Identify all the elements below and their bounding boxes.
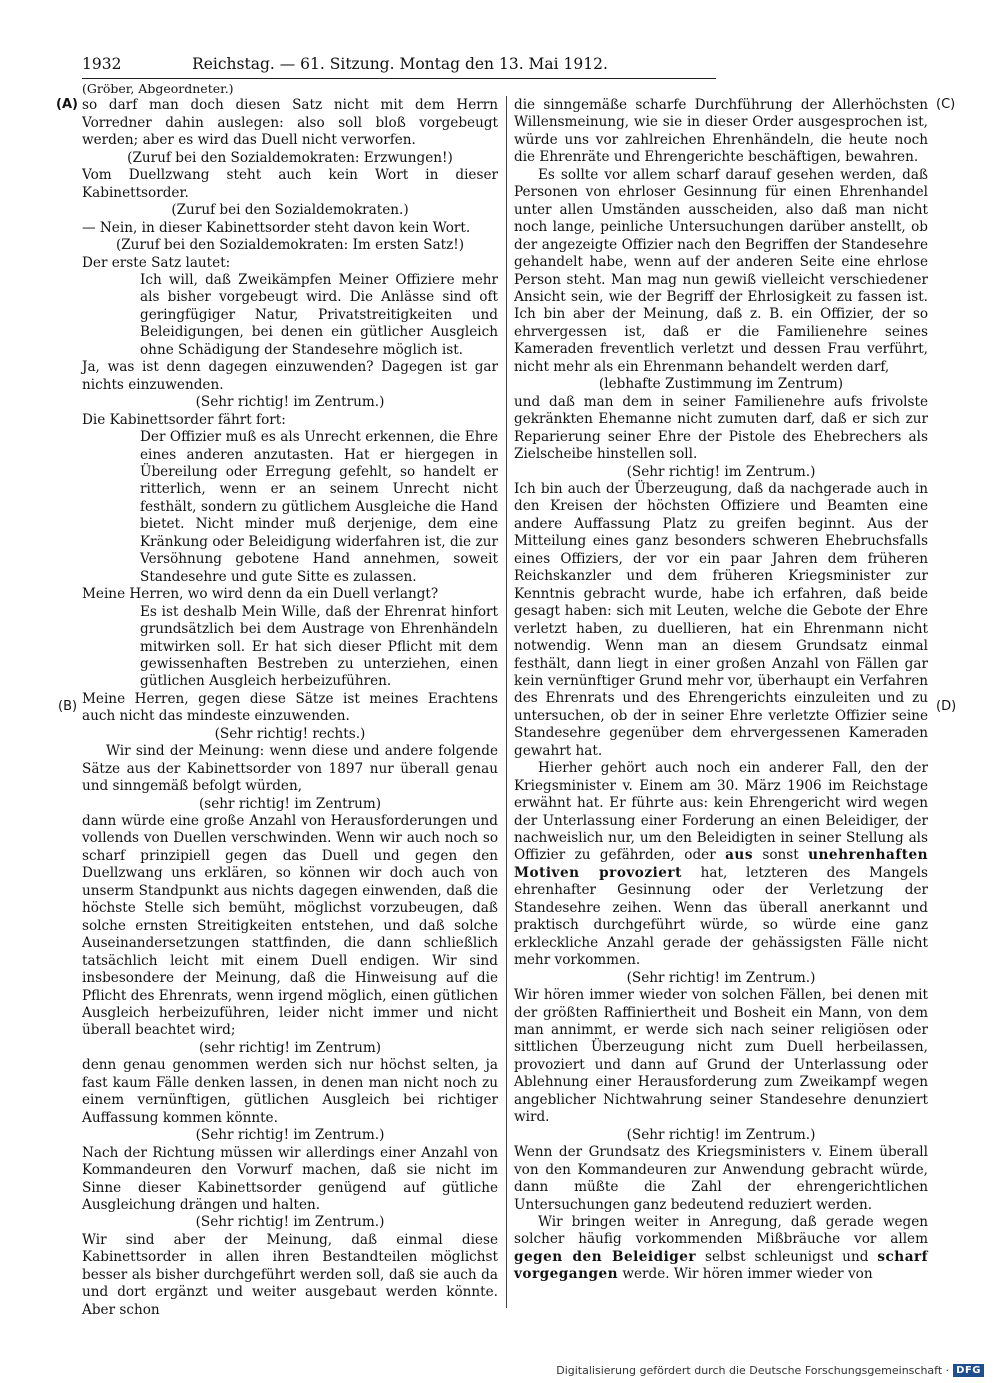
paragraph: die sinngemäße scharfe Durchführung der Allerhöchsten Willensmeinung, wie sie in dieser Order ausgesprochen ist, würde uns vor zahlreichen Ehrenhändeln, die heute noch die Ehrenräte und Ehrengerichte beschäftigen, bewahren.	[514, 97, 928, 166]
interjection: (Sehr richtig! rechts.)	[214, 725, 366, 742]
emphasis: gegen den Beleidiger	[514, 1248, 697, 1265]
margin-marker-d: (D)	[936, 699, 957, 714]
paragraph: Ich bin auch der Überzeugung, daß da nachgerade auch in den Kreisen der höchsten Offiziere und Beamten eine andere Auffassung Platz zu greifen beginnt. Aus der Mitteilung eines ganz besonders schweren Ehebruchsfalls eines Offiziers, der vor ein paar Jahren dem früheren Reichskanzler und dem früheren Kriegsminister zur Kenntnis gebracht wurde, habe ich erfahren, daß beide gesagt haben: sich mit Leuten, welche die Gebote der Ehre verletzt haben, zu duellieren, hat ein Ehrenmann nicht notwendig. Wenn man an diesem Grundsatz einmal festhält, dann liegt in einer großen Anzahl von Fällen gar kein vernünftiger Grund mehr vor, überhaupt ein Verfahren des Ehrenrats und des Ehrengerichts einzuleiten und zu untersuchen, ob der in seiner Ehre verletzte Offizier seine Standesehre gegenüber dem ehrvergessenen Kameraden gewahrt hat.	[514, 480, 928, 759]
text-run: Wir bringen weiter in Anregung, daß gerade wegen solcher häufig vorkommenden Mißbräuche vor allem	[514, 1214, 928, 1248]
paragraph: Die Kabinettsorder fährt fort:	[82, 411, 286, 428]
quotation: Es ist deshalb Mein Wille, daß der Ehrenrat hinfort grundsätzlich bei dem Austrage von Ehrenhändeln mitwirken soll. Er hat sich dieser Pflicht mit dem gewissenhaften Bestreben zu unterziehen, einen gütlichen Ausgleich herbeizuführen.	[140, 603, 498, 690]
margin-marker-a: (A)	[56, 97, 78, 112]
left-column	[82, 80, 498, 1319]
paragraph: und daß man dem in seiner Familienehre aufs frivolste gekränkten Ehemanne nicht zumuten darf, daß er sich zur Reparierung seiner Ehre der Pistole des Ehebrechers als Zielscheibe hinstellen soll.	[514, 393, 928, 463]
interjection: (Sehr richtig! im Zentrum.)	[195, 1127, 385, 1144]
quotation: Ich will, daß Zweikämpfen Meiner Offiziere mehr als bisher vorgebeugt wird. Die Anlässe sind oft geringfügiger Natur, Privatstreitigkeiten und Beleidigungen, bei denen ein gütlicher Ausgleich ohne Schädigung der Standesehre möglich ist.	[140, 271, 498, 358]
interjection: (Sehr richtig! im Zentrum.)	[626, 969, 816, 986]
emphasis: scharf vorgegangen	[514, 1248, 929, 1283]
emphasis: aus	[725, 847, 753, 864]
quotation: Der Offizier muß es als Unrecht erkennen, die Ehre eines anderen anzutasten. Hat er hiergegen in Übereilung oder Erregung gefehlt, so handelt er ritterlich, wenn er an seinem Unrecht nicht festhält, sondern zu gütlichem Ausgleiche die Hand bietet. Nicht minder muß derjenige, dem eine Kränkung oder Beleidigung widerfahren ist, die zur Versöhnung gebotene Hand annehmen, soweit Standesehre und gute Sitte es zulassen.	[140, 429, 498, 585]
paragraph: Es sollte vor allem scharf darauf gesehen werden, daß Personen von ehrloser Gesinnung für einen Ehrenhandel unter allen Umständen ausscheiden, also daß man nicht noch lange, peinliche Untersuchungen darüber anstellt, ob der angezeigte Offizier nach den Begriffen der Standesehre gehandelt habe, wenn auf der anderen Seite eine ehrlose Person steht. Man mag nun gewiß vielleicht verschiedener Ansicht sein, wie der Begriff der Ehrlosigkeit zu fassen ist. Ich bin aber der Meinung, daß z. B. ein Offizier, der so ehrvergessen ist, daß er die Familienehre seines Kameraden freventlich verletzt und dessen Frau verführt, nicht mehr als ein Ehrenmann behandelt werden darf,	[514, 166, 928, 375]
paragraph	[514, 760, 928, 969]
interjection: (Sehr richtig! im Zentrum.)	[195, 1214, 385, 1231]
digitization-footer	[556, 1364, 984, 1377]
text-run: hat, letzteren des Mangels ehrenhafter Gesinnung oder der Verletzung der Standesehre zeihen. Wenn das überall anerkannt und praktisch durchgeführt würde, so würde eine ganz erkleckliche Anzahl gerade der gehässigsten Fälle nicht mehr vorkommen.	[514, 864, 928, 969]
paragraph: Ja, was ist denn dagegen einzuwenden? Dagegen ist gar nichts einzuwenden.	[82, 359, 498, 393]
text-run: sonst	[762, 847, 799, 864]
text-run: werde. Wir hören immer wieder von	[622, 1266, 873, 1283]
interjection: (sehr richtig! im Zentrum)	[198, 795, 382, 812]
interjection: (Sehr richtig! im Zentrum.)	[626, 463, 816, 480]
footer-credit: Digitalisierung gefördert durch die Deutsche Forschungsgemeinschaft ·	[556, 1364, 950, 1377]
paragraph: Nach der Richtung müssen wir allerdings einer Anzahl von Kommandeuren den Vorwurf machen, daß sie nicht im Sinne dieser Kabinettsorder genügend auf gütliche Ausgleichung drängen und halten.	[82, 1144, 498, 1213]
paragraph: denn genau genommen werden sich nur höchst selten, ja fast kaum Fälle denken lassen, in denen man nicht noch zu einem vernünftigen, gütlichen Ausgleich bei richtiger Auffassung kommen könnte.	[82, 1057, 498, 1126]
interjection: (Zuruf bei den Sozialdemokraten: Im ersten Satz!)	[115, 237, 465, 254]
interjection: (Sehr richtig! im Zentrum.)	[626, 1126, 816, 1143]
margin-marker-c: (C)	[936, 97, 956, 112]
speaker-heading: (Gröber, Abgeordneter.)	[82, 81, 234, 96]
interjection: (Zuruf bei den Sozialdemokraten.)	[171, 202, 409, 219]
paragraph: Meine Herren, wo wird denn da ein Duell verlangt?	[82, 586, 439, 603]
paragraph: Vom Duellzwang steht auch kein Wort in dieser Kabinettsorder.	[82, 167, 498, 201]
paragraph: dann würde eine große Anzahl von Herausforderungen und vollends von Duellen verschwinden. Wenn wir auch noch so scharf prinzipiell gegen das Duell und gegen den Duellzwang uns erklären, so können wir doch auch von unserm Standpunkt aus nichts dagegen einwenden, daß die höchste Stelle sich bemüht, möglichst vorzubeugen, daß solche ernsten Streitigkeiten entstehen, und daß solche Auseinandersetzungen stattfinden, die dann schließlich tatsächlich leicht mit einem Duell endigen. Wir sind insbesondere der Meinung, daß die Hinweisung auf die Pflicht des Ehrenrats, wenn irgend möglich, einen gütlichen Ausgleich herbeizuführen, leider nicht immer und nicht überall beachtet wird;	[82, 813, 498, 1039]
text-run: selbst schleunigst und	[705, 1248, 869, 1265]
header-rule	[82, 78, 716, 79]
paragraph	[514, 1214, 928, 1284]
text-run: Hierher gehört auch noch ein anderer Fall, den der Kriegsminister v. Einem am 30. März 1906 im Reichstage erwähnt hat. Er führte aus: kein Ehrengericht wird wegen der Unterlassung einer Forderung an einen Beleidiger, der nachweislich nur, um den Beleidigten in seiner Stellung als Offizier zu gefährden, oder	[514, 760, 928, 864]
dfg-logo-icon: DFG	[953, 1364, 984, 1377]
paragraph: so darf man doch diesen Satz nicht mit dem Herrn Vorredner dahin auslegen: also soll bloß vorgebeugt werden; aber es wird das Duell nicht verworfen.	[82, 97, 498, 149]
paragraph: Wir hören immer wieder von solchen Fällen, bei denen mit der größten Raffiniertheit und Bosheit ein Mann, von dem man annimmt, er werde sich nach seiner religiösen oder sittlichen Überzeugung nicht zum Duell herbeilassen, provoziert und dann auf Grund der Unterlassung oder Ablehnung einer Herausforderung zum Zweikampf wegen angeblicher Nichtwahrung seiner Standesehre denunziert wird.	[514, 987, 928, 1126]
page-number: 1932	[82, 55, 122, 73]
paragraph: Meine Herren, gegen diese Sätze ist meines Erachtens auch nicht das mindeste einzuwenden.	[82, 690, 498, 725]
paragraph: Wenn der Grundsatz des Kriegsministers v. Einem überall von den Kommandeuren zur Anwendung gebracht würde, dann müßte die Zahl der ehrengerichtlichen Untersuchungen ganz bedeutend reduziert werden.	[514, 1144, 928, 1213]
interjection: (Sehr richtig! im Zentrum.)	[195, 394, 385, 411]
interjection: (Zuruf bei den Sozialdemokraten: Erzwungen!)	[127, 149, 453, 166]
right-column	[514, 80, 928, 1284]
interjection: (lebhafte Zustimmung im Zentrum)	[598, 376, 844, 393]
column-divider	[506, 96, 507, 1308]
paragraph: — Nein, in dieser Kabinettsorder steht davon kein Wort.	[82, 219, 471, 236]
margin-marker-b: (B)	[58, 699, 78, 714]
emphasis: unehrenhaften Motiven provoziert	[514, 847, 928, 881]
paragraph: Wir sind der Meinung: wenn diese und andere folgende Sätze aus der Kabinettsorder von 1897 nur überall genau und sinngemäß befolgt würden,	[82, 743, 498, 795]
paragraph: Der erste Satz lautet:	[82, 254, 231, 271]
paragraph: Wir sind aber der Meinung, daß einmal diese Kabinettsorder in allen ihren Bestandteilen möglichst besser als bisher durchgeführt werden soll, daß sie auch da und dort ergänzt und weiter ausgebaut werden könnte. Aber schon	[82, 1231, 498, 1318]
page-header	[82, 52, 718, 76]
interjection: (sehr richtig! im Zentrum)	[198, 1039, 382, 1056]
running-title: Reichstag. — 61. Sitzung. Montag den 13. Mai 1912.	[192, 55, 608, 73]
